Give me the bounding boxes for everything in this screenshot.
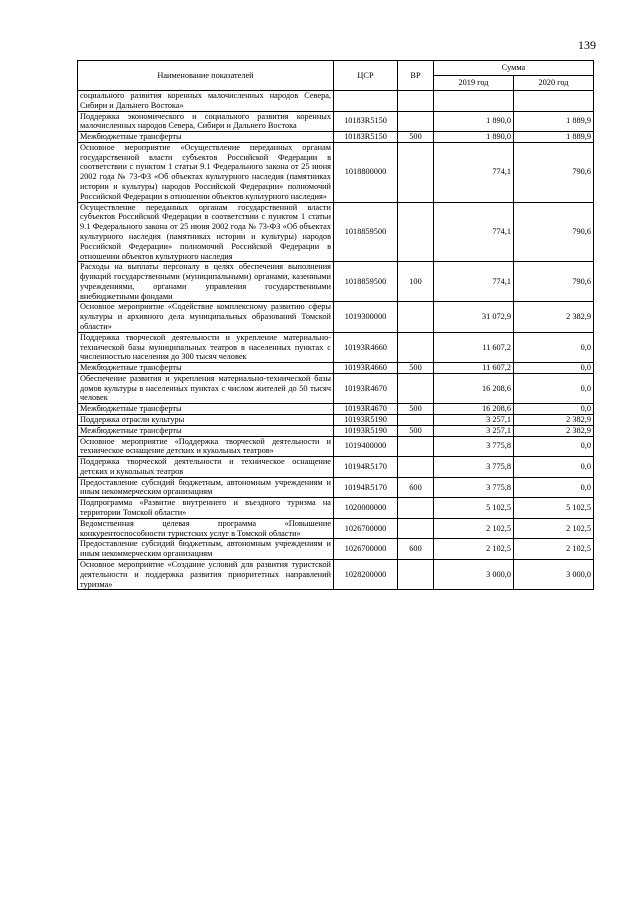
cell-csr	[334, 91, 398, 112]
cell-name: Основное мероприятие «Создание условий для развития туристской деятельности и поддержка развития приоритетных направлений туризма»	[78, 559, 334, 589]
table-row	[78, 91, 594, 112]
cell-csr: 1028200000	[334, 559, 398, 589]
table-row	[78, 539, 594, 560]
table-row	[78, 518, 594, 539]
cell-vr	[398, 518, 434, 539]
table-row	[78, 436, 594, 457]
cell-vr: 500	[398, 404, 434, 415]
cell-vr: 500	[398, 425, 434, 436]
cell-csr: 10183R5150	[334, 132, 398, 143]
cell-name: Обеспечение развития и укрепления материально-технической базы домов культуры в населенных пунктах с числом жителей до 50 тысяч человек	[78, 373, 334, 403]
table-row	[78, 202, 594, 262]
cell-name: Межбюджетные трансферты	[78, 363, 334, 374]
cell-csr: 1018859500	[334, 202, 398, 262]
cell-csr: 1018800000	[334, 142, 398, 202]
cell-vr	[398, 559, 434, 589]
table-row	[78, 132, 594, 143]
cell-y2020: 0,0	[514, 457, 594, 478]
cell-y2020	[514, 91, 594, 112]
cell-y2020: 790,6	[514, 202, 594, 262]
table-row	[78, 425, 594, 436]
cell-name: Межбюджетные трансферты	[78, 132, 334, 143]
cell-name: Расходы на выплаты персоналу в целях обеспечения выполнения функций государственными (муниципальными) органами, казенными учреждениями, органами управления государственными внебюджетными фондами	[78, 262, 334, 302]
table-row	[78, 142, 594, 202]
cell-vr: 500	[398, 132, 434, 143]
cell-y2019: 31 072,9	[434, 302, 514, 332]
cell-y2020: 0,0	[514, 404, 594, 415]
cell-csr: 1019300000	[334, 302, 398, 332]
table-row	[78, 111, 594, 132]
cell-csr: 10194R5170	[334, 477, 398, 498]
cell-y2019: 5 102,5	[434, 498, 514, 519]
header-csr: ЦСР	[334, 61, 398, 91]
cell-y2020: 0,0	[514, 363, 594, 374]
table-row	[78, 415, 594, 426]
cell-y2020: 0,0	[514, 332, 594, 362]
cell-csr: 10193R5190	[334, 425, 398, 436]
cell-vr: 100	[398, 262, 434, 302]
table-row	[78, 559, 594, 589]
cell-vr	[398, 111, 434, 132]
cell-csr: 10194R5170	[334, 457, 398, 478]
header-vr: ВР	[398, 61, 434, 91]
cell-y2020: 3 000,0	[514, 559, 594, 589]
cell-y2020: 5 102,5	[514, 498, 594, 519]
cell-y2019: 11 607,2	[434, 332, 514, 362]
cell-vr: 600	[398, 477, 434, 498]
cell-vr	[398, 202, 434, 262]
cell-y2020: 2 382,9	[514, 415, 594, 426]
cell-name: Поддержка отрасли культуры	[78, 415, 334, 426]
cell-csr: 1026700000	[334, 518, 398, 539]
cell-name: Осуществление переданных органам государственной власти субъектов Российской Федерации в соответствии с пунктом 1 статьи 9.1 Федерального закона от 25 июня 2002 года № 73-ФЗ «Об объектах культурного наследия (памятниках истории и культуры) народов Российской Федерации» полномочий Российской Федерации в отношении объектов культурного наследия	[78, 202, 334, 262]
cell-y2019: 3 000,0	[434, 559, 514, 589]
cell-name: Поддержка творческой деятельности и укрепление материально-технической базы муниципальных театров в населенных пунктах с численностью населения до 300 тысяч человек	[78, 332, 334, 362]
cell-name: Поддержка экономического и социального развития коренных малочисленных народов Севера, Сибири и Дальнего Востока	[78, 111, 334, 132]
cell-y2020: 0,0	[514, 477, 594, 498]
cell-y2019: 16 208,6	[434, 373, 514, 403]
cell-name: Основное мероприятие «Содействие комплексному развитию сферы культуры и архивного дела муниципальных образований Томской области»	[78, 302, 334, 332]
cell-y2019: 11 607,2	[434, 363, 514, 374]
header-year-2020: 2020 год	[514, 76, 594, 91]
table-row	[78, 363, 594, 374]
cell-csr: 1019400000	[334, 436, 398, 457]
table-row	[78, 332, 594, 362]
cell-csr: 10193R4670	[334, 404, 398, 415]
cell-y2020: 790,6	[514, 262, 594, 302]
cell-csr: 10193R4670	[334, 373, 398, 403]
cell-y2020: 1 889,9	[514, 111, 594, 132]
cell-csr: 1026700000	[334, 539, 398, 560]
cell-y2020: 0,0	[514, 436, 594, 457]
cell-name: Поддержка творческой деятельности и техническое оснащение детских и кукольных театров	[78, 457, 334, 478]
table-row	[78, 498, 594, 519]
cell-y2019: 774,1	[434, 262, 514, 302]
table-row	[78, 302, 594, 332]
cell-y2019: 1 890,0	[434, 111, 514, 132]
cell-y2019: 16 208,6	[434, 404, 514, 415]
header-name: Наименование показателей	[78, 61, 334, 91]
cell-name: Предоставление субсидий бюджетным, автономным учреждениям и иным некоммерческим организациям	[78, 539, 334, 560]
cell-y2019: 774,1	[434, 142, 514, 202]
cell-y2020: 0,0	[514, 373, 594, 403]
cell-y2019: 2 102,5	[434, 518, 514, 539]
cell-name: Межбюджетные трансферты	[78, 425, 334, 436]
cell-vr	[398, 457, 434, 478]
table-header	[78, 61, 594, 91]
cell-name: Основное мероприятие «Поддержка творческой деятельности и техническое оснащение детских и кукольных театров»	[78, 436, 334, 457]
header-year-2019: 2019 год	[434, 76, 514, 91]
cell-y2019: 3 257,1	[434, 415, 514, 426]
cell-name: Межбюджетные трансферты	[78, 404, 334, 415]
cell-csr: 10183R5150	[334, 111, 398, 132]
cell-y2019: 774,1	[434, 202, 514, 262]
header-sum: Сумма	[434, 61, 594, 76]
cell-y2019: 3 775,8	[434, 436, 514, 457]
cell-name: Ведомственная целевая программа «Повышение конкурентоспособности туристских услуг в Томской области»	[78, 518, 334, 539]
cell-y2019: 3 775,8	[434, 477, 514, 498]
cell-vr	[398, 436, 434, 457]
cell-y2019: 3 257,1	[434, 425, 514, 436]
cell-csr: 1020000000	[334, 498, 398, 519]
cell-y2020: 2 382,9	[514, 302, 594, 332]
cell-y2020: 1 889,9	[514, 132, 594, 143]
cell-csr: 1018859500	[334, 262, 398, 302]
cell-y2020: 2 102,5	[514, 518, 594, 539]
table-row	[78, 404, 594, 415]
cell-y2019: 2 102,5	[434, 539, 514, 560]
page-number: 139	[578, 38, 596, 52]
cell-name: Основное мероприятие «Осуществление переданных органам государственной власти субъектов Российской Федерации в соответствии с пунктом 1 статьи 9.1 Федерального закона от 25 июня 2002 года № 73-ФЗ «Об объектах культурного наследия (памятниках истории и культуры) народов Российской Федерации» полномочий Российской Федерации в отношении объектов культурного наследия»	[78, 142, 334, 202]
table-row	[78, 262, 594, 302]
cell-vr	[398, 302, 434, 332]
cell-vr	[398, 91, 434, 112]
cell-csr: 10193R4660	[334, 363, 398, 374]
cell-y2019: 3 775,8	[434, 457, 514, 478]
cell-y2019	[434, 91, 514, 112]
table-body	[78, 91, 594, 590]
table-row	[78, 457, 594, 478]
cell-vr: 500	[398, 363, 434, 374]
cell-vr: 600	[398, 539, 434, 560]
cell-y2020: 2 102,5	[514, 539, 594, 560]
cell-name: Предоставление субсидий бюджетным, автономным учреждениям и иным некоммерческим организациям	[78, 477, 334, 498]
table-row	[78, 477, 594, 498]
table-row	[78, 373, 594, 403]
cell-vr	[398, 415, 434, 426]
cell-csr: 10193R4660	[334, 332, 398, 362]
cell-name: социального развития коренных малочисленных народов Севера, Сибири и Дальнего Востока»	[78, 91, 334, 112]
cell-vr	[398, 332, 434, 362]
cell-y2019: 1 890,0	[434, 132, 514, 143]
cell-y2020: 2 382,9	[514, 425, 594, 436]
cell-y2020: 790,6	[514, 142, 594, 202]
cell-vr	[398, 142, 434, 202]
cell-vr	[398, 498, 434, 519]
budget-table	[77, 60, 594, 590]
cell-csr: 10193R5190	[334, 415, 398, 426]
cell-name: Подпрограмма «Развитие внутреннего и въездного туризма на территории Томской области»	[78, 498, 334, 519]
cell-vr	[398, 373, 434, 403]
